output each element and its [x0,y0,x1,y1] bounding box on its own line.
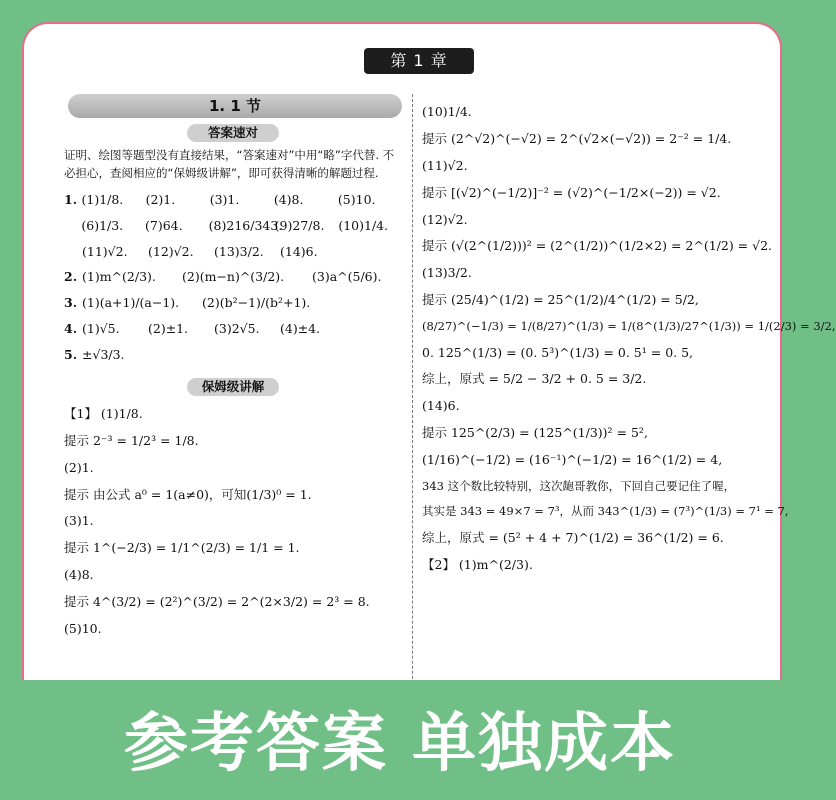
detail-line: 提示 1^(−2/3) = 1/1^(2/3) = 1/1 = 1. [64,540,300,556]
answer-row-4 [64,321,402,338]
answer-item: (4)±4. [280,321,321,337]
answer-item: (8)216/343. [208,217,283,233]
answer-row-1 [64,192,402,209]
answer-page [22,22,836,724]
answer-item: (2)(m−n)^(3/2). [182,269,285,285]
detail-line: 其实是 343 = 49×7 = 7³，从而 343^(1/3) = (7³)^(1/3) = 7¹ = 7, [422,504,789,519]
detail-line: 综上，原式 = (5² + 4 + 7)^(1/2) = 36^(1/2) = 6. [422,529,724,545]
detail-line: (12)√2. [422,211,468,227]
answer-item: (4)8. [273,191,304,207]
answer-row-2 [64,269,402,286]
answer-item: (1)(a+1)/(a−1). [82,295,180,311]
answer-item: (6)1/3. [81,217,124,233]
quick-answers-title: 答案速对 [187,124,279,142]
answer-item: (2)1. [145,191,176,207]
detail-title: 保姆级讲解 [187,378,279,396]
detail-line: (4)8. [64,567,94,583]
answer-item: (11)√2. [82,243,128,259]
right-column [422,94,836,584]
answer-row-1b [64,218,402,235]
detail-line: (1/16)^(−1/2) = (16⁻¹)^(−1/2) = 16^(1/2) = 4, [422,452,723,468]
answer-item: (3)a^(5/6). [312,269,382,285]
banner-text: 参考答案 单独成本 [123,707,677,781]
detail-line: (3)1. [64,513,94,529]
answer-item: (7)64. [145,217,183,233]
answer-number: 2. [64,269,78,285]
detail-line: 提示 4^(3/2) = (2²)^(3/2) = 2^(2×3/2) = 2³ = 8. [64,594,370,610]
bottom-banner [0,680,800,800]
answer-number: 4. [64,321,78,337]
answer-item: (1)m^(2/3). [82,269,156,285]
answer-row-1c [64,244,402,261]
detail-line: (11)√2. [422,157,468,173]
detail-line: 提示 2⁻³ = 1/2³ = 1/8. [64,432,199,448]
detail-line: (5)10. [64,620,102,636]
answer-item: (5)10. [337,191,376,207]
answer-item: (3)1. [209,191,240,207]
answer-item: (14)6. [280,243,318,259]
detail-line: 提示 (25/4)^(1/2) = 25^(1/2)/4^(1/2) = 5/2, [422,292,699,308]
column-divider [412,94,413,724]
detail-line: (10)1/4. [422,104,472,119]
answer-number: 5. [64,347,78,363]
answer-item: (2)±1. [148,321,189,337]
answer-item: (1)√5. [82,321,120,337]
answer-item: ±√3/3. [82,347,125,363]
answer-number: 3. [64,295,78,311]
answer-item: (13)3/2. [214,243,264,259]
answer-item: (10)1/4. [338,217,389,233]
detail-line: (8/27)^(−1/3) = 1/(8/27)^(1/3) = 1/(8^(1/3)/27^(1/3)) = 1/(2/3) = 3/2, [422,319,836,333]
answer-item: (12)√2. [148,243,194,259]
detail-line: 综上，原式 = 5/2 − 3/2 + 0. 5 = 3/2. [422,371,647,387]
answer-item: (3)2√5. [214,321,260,337]
answer-item: (2)(b²−1)/(b²+1). [202,295,311,311]
chapter-badge: 第 1 章 [364,48,474,74]
detail-line: 0. 125^(1/3) = (0. 5³)^(1/3) = 0. 5¹ = 0. 5, [422,344,694,360]
detail-line: 提示 [(√2)^(−1/2)]⁻² = (√2)^(−1/2×(−2)) = √2. [422,184,721,200]
detail-line: 提示 由公式 a⁰ = 1(a≠0)，可知(1/3)⁰ = 1. [64,486,312,502]
answer-row-5 [64,347,402,364]
detail-line: 343 这个数比较特别，这次龅哥教你，下回自己要记住了喔， [422,478,736,493]
detail-line: (13)3/2. [422,265,472,281]
answer-number: 1. [64,191,78,207]
detail-line: 提示 125^(2/3) = (125^(1/3))² = 5², [422,425,648,441]
detail-line: (14)6. [422,398,460,414]
detail-line: 【2】 (1)m^(2/3). [422,556,533,572]
detail-line: (2)1. [64,459,94,475]
answer-row-3 [64,295,402,312]
detail-line: 提示 (√(2^(1/2)))² = (2^(1/2))^(1/2×2) = 2^(1/2) = √2. [422,238,773,254]
detail-line: 【1】 (1)1/8. [64,405,143,421]
detail-line: 提示 (2^√2)^(−√2) = 2^(√2×(−√2)) = 2⁻² = 1/4. [422,130,732,146]
intro-text: 证明、绘图等题型没有直接结果，“答案速对”中用“略”字代替. 不必担心，查阅相应的“保姆级讲解”，即可获得清晰的解题过程. [64,148,395,181]
section-title: 1. 1 节 [68,94,402,118]
left-column [64,86,402,648]
answer-item: (1)1/8. [81,191,124,207]
answer-item: (9)27/8. [274,217,325,233]
